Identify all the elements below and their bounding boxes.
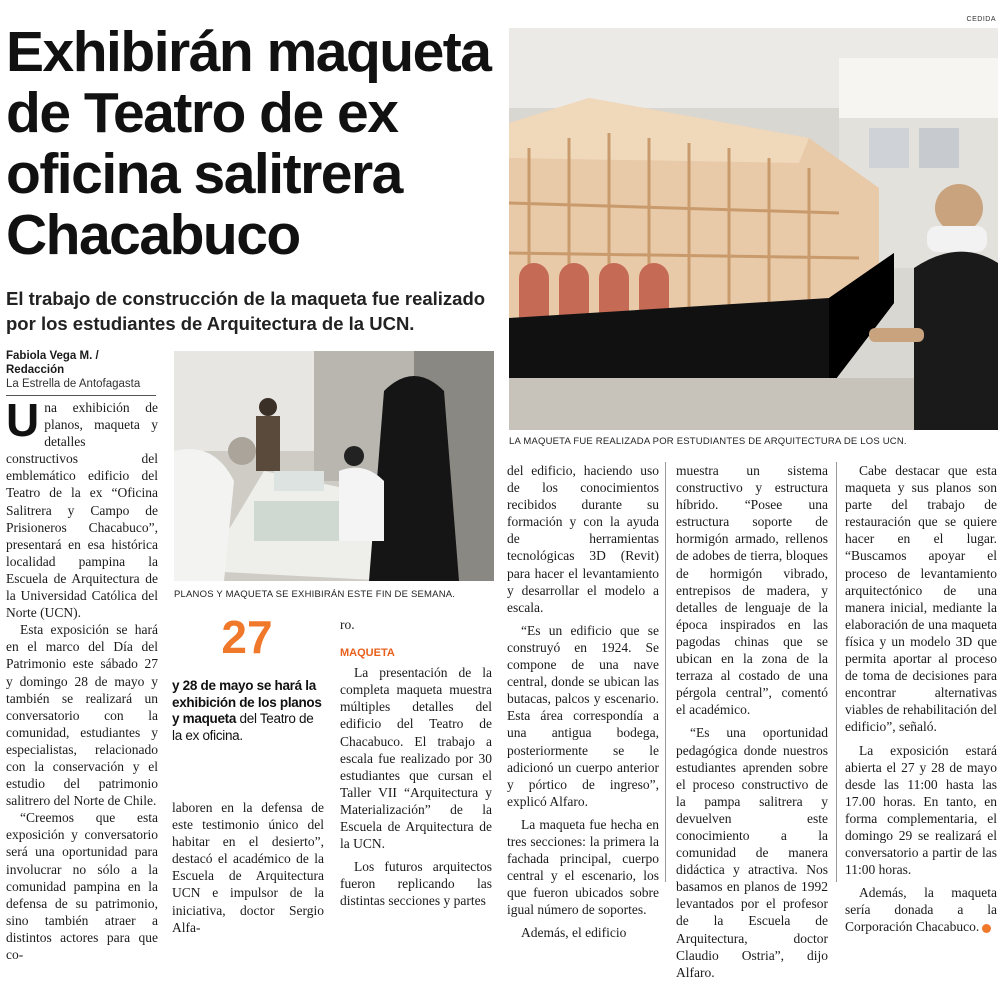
paragraph: La presentación de la completa maqueta muestra múltiples detalles del edificio del Teatro de Chacabuco. El trabajo a escala fue realizado por 30 estudiantes que cursan el Taller VII “Arquitectura y Materialización” de la Escuela de Arquitectura de la UCN.	[340, 665, 492, 852]
article-column-3	[340, 616, 492, 910]
column-divider	[665, 462, 666, 882]
factbox	[172, 611, 322, 744]
paragraph: Los futuros arquitectos fueron replicando las distintas secciones y partes	[340, 859, 492, 909]
paragraph: Además, el edificio	[521, 925, 627, 941]
paragraph: “Es un edificio que se construyó en 1924. Se compone de una nave central, donde se ubican las butacas, palcos y escenario. Esta área correspondía a una antigua bodega, posteriormente se le adicionó un cuerpo anterior y pórtico de ingreso”, explicó Alfaro.	[507, 622, 659, 809]
paragraph: Cabe destacar que esta maqueta y sus planos son parte del trabajo de restauración que se quiere hacer en el lugar. “Buscamos apoyar el proceso de levantamiento arquitectónico de una manera inicial, mediante la elaboración de una maqueta física y un modelo 3D que permita aportar al proceso de toma de decisiones para encontrar alternativas viables de rehabilitación del edificio”, señaló.	[845, 463, 997, 735]
article-column-1	[6, 394, 158, 963]
paragraph: La maqueta fue hecha en tres secciones: la primera la fachada principal, cuerpo central y el escenario, los que fueron ubicados sobre igual número de soportes.	[507, 816, 659, 918]
factbox-text	[172, 678, 322, 744]
article-column-5	[676, 462, 828, 981]
paragraph: laboren en la defensa de este testimonio único del habitar en el desierto”, destacó el académico de la Escuela de Arquitectura UCN e impulsor de la iniciativa, doctor Sergio Alfa-	[172, 800, 324, 935]
factbox-number: 27	[221, 611, 273, 663]
scale-model-illustration	[509, 28, 998, 430]
paragraph	[845, 884, 997, 935]
article-column-6	[845, 462, 997, 936]
paragraph: del edificio, haciendo uso de los conocimientos recibidos durante su formación y con la ayuda de herramientas tecnológicas 3D (Revit) para hacer el levantamiento y desarrollar el modelo a escala.	[507, 463, 659, 615]
section-label: MAQUETA	[340, 647, 395, 660]
paragraph: La exposición estará abierta el 27 y 28 de mayo desde las 11:00 hasta las 17.00 horas. En tanto, en forma complementaria, el domingo 29 se realizará el conversatorio a partir de las 11:00 horas.	[845, 742, 997, 878]
main-photo-scale-model	[509, 28, 998, 430]
column-divider	[836, 462, 837, 882]
paragraph: “Creemos que esta exposición y conversatorio será una oportunidad para involucrar no sólo a la comunidad pampina en la defensa de su patrimonio, sino también atraer a distintos actores para que co-	[6, 810, 158, 962]
headline: Exhibirán maqueta de Teatro de ex oficina salitrera Chacabuco	[6, 20, 491, 267]
paragraph: Esta exposición se hará en el marco del Día del Patrimonio este sábado 27 y domingo 28 de mayo y también se realizará un conversatorio con la comunidad, estudiantes y especialistas, relacionado con la conservación y el estudio del patrimonio salitrero del Norte de Chile.	[6, 622, 158, 809]
article-column-2	[172, 799, 324, 936]
end-mark-icon	[982, 924, 991, 933]
secondary-photo-students	[174, 351, 494, 581]
article-column-4	[507, 462, 659, 942]
students-illustration	[174, 351, 494, 581]
closing-text: Además, la maqueta sería donada a la Corporación Chacabuco.	[845, 885, 997, 935]
factbox-text-regular: del Teatro de la ex oficina.	[172, 711, 314, 743]
drop-cap: U	[6, 394, 40, 446]
paragraph: muestra un sistema constructivo y estructura híbrido. “Posee una estructura soporte de hormigón armado, rellenos de adobes de tierra, bloques de hormigón vibrado, entrepisos de madera, y detalles de lenguaje de la época inspirados en las pagodas chinas que se ubican en la zona de la terraza al costado de una pérgola central”, comentó el académico.	[676, 463, 828, 718]
byline-outlet: La Estrella de Antofagasta	[6, 378, 141, 390]
byline	[6, 349, 156, 396]
factbox-text-bold: y 28 de mayo se hará la exhibición de los planos y maqueta	[172, 678, 322, 726]
subheadline: El trabajo de construcción de la maqueta fue realizado por los estudiantes de Arquitectura de la UCN.	[6, 288, 486, 334]
paragraph: ro.	[340, 617, 355, 632]
byline-author: Fabiola Vega M. / Redacción	[6, 350, 99, 376]
secondary-photo-caption: PLANOS Y MAQUETA SE EXHIBIRÁN ESTE FIN DE SEMANA.	[174, 589, 456, 600]
paragraph: na exhibición de planos, maqueta y detalles constructivos del emblemático edificio del Teatro de la ex “Oficina Salitrera y Campo de Prisioneros Chacabuco”, presentará en esa histórica localidad pampina la Escuela de Arquitectura de la Universidad Católica del Norte (UCN).	[6, 400, 158, 621]
paragraph: “Es una oportunidad pedagógica donde nuestros estudiantes aprenden sobre el proceso constructivo de la pampa salitrera y devuelven este conocimiento a la comunidad de manera didáctica y atractiva. Nos basamos en planos de 1992 levantados por el profesor de la Escuela de Arquitectura, doctor Claudio Ostria”, dijo Alfaro.	[676, 725, 828, 980]
photo-credit: CEDIDA	[966, 16, 996, 23]
main-photo-caption: LA MAQUETA FUE REALIZADA POR ESTUDIANTES DE ARQUITECTURA DE LOS UCN.	[509, 436, 907, 447]
